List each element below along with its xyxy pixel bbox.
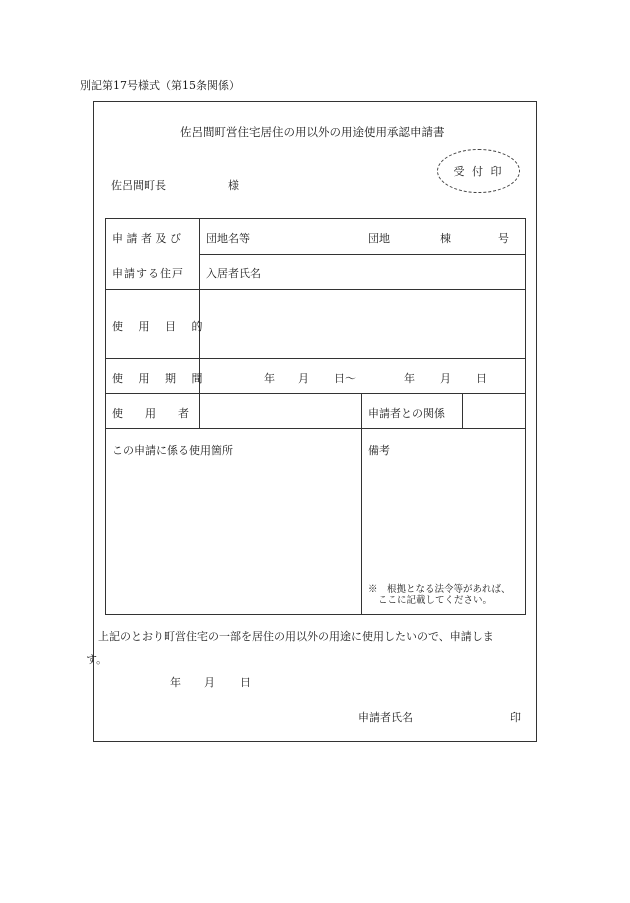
remarks-label: 備考 bbox=[368, 444, 390, 457]
applicant-label-line1: 申 請 者 及 び bbox=[112, 232, 181, 245]
date-year: 年 bbox=[170, 676, 181, 689]
usage-location-field[interactable] bbox=[106, 458, 361, 613]
period-month1: 月 bbox=[298, 372, 309, 385]
relation-field[interactable] bbox=[462, 394, 525, 428]
period-label: 使 用 期 間 bbox=[112, 372, 209, 385]
resident-name-label: 入居者氏名 bbox=[206, 267, 261, 280]
remarks-note-line1: ※ 根拠となる法令等があれば、 bbox=[368, 584, 511, 595]
period-day1: 日〜 bbox=[334, 372, 356, 385]
purpose-field[interactable] bbox=[200, 290, 525, 358]
date-month: 月 bbox=[204, 676, 215, 689]
form-number: 別記第17号様式（第15条関係） bbox=[80, 79, 240, 92]
form-title: 佐呂間町営住宅居住の用以外の用途使用承認申請書 bbox=[180, 125, 445, 139]
row-divider bbox=[106, 428, 526, 429]
statement-line2: す。 bbox=[86, 653, 108, 666]
relation-label: 申請者との関係 bbox=[368, 407, 445, 420]
addressee: 佐呂間町長 bbox=[111, 179, 166, 192]
col-divider bbox=[361, 393, 362, 614]
date-day: 日 bbox=[240, 676, 251, 689]
user-field[interactable] bbox=[200, 394, 361, 428]
period-day2: 日 bbox=[476, 372, 487, 385]
honorific: 様 bbox=[228, 179, 239, 192]
usage-location-label: この申請に係る使用箇所 bbox=[112, 444, 233, 457]
remarks-note-line2: ここに記載してください。 bbox=[378, 595, 493, 606]
purpose-label: 使 用 目 的 bbox=[112, 320, 209, 333]
reception-stamp-label: 受 付 印 bbox=[453, 165, 504, 178]
row-divider bbox=[106, 358, 526, 359]
gou-unit: 号 bbox=[498, 232, 509, 245]
danchi-label: 団地名等 bbox=[206, 232, 250, 245]
period-month2: 月 bbox=[440, 372, 451, 385]
user-label: 使 用 者 bbox=[112, 407, 189, 420]
row-divider bbox=[199, 254, 526, 255]
seal-label: 印 bbox=[510, 711, 521, 724]
applicant-name-label: 申請者氏名 bbox=[358, 711, 413, 724]
period-year1: 年 bbox=[264, 372, 275, 385]
reception-stamp bbox=[437, 149, 520, 193]
danchi-unit: 団地 bbox=[368, 232, 390, 245]
period-year2: 年 bbox=[404, 372, 415, 385]
tou-unit: 棟 bbox=[440, 232, 451, 245]
statement-line1: 上記のとおり町営住宅の一部を居住の用以外の用途に使用したいので、申請しま bbox=[98, 630, 494, 643]
applicant-label-line2: 申請する住戸 bbox=[112, 267, 184, 280]
